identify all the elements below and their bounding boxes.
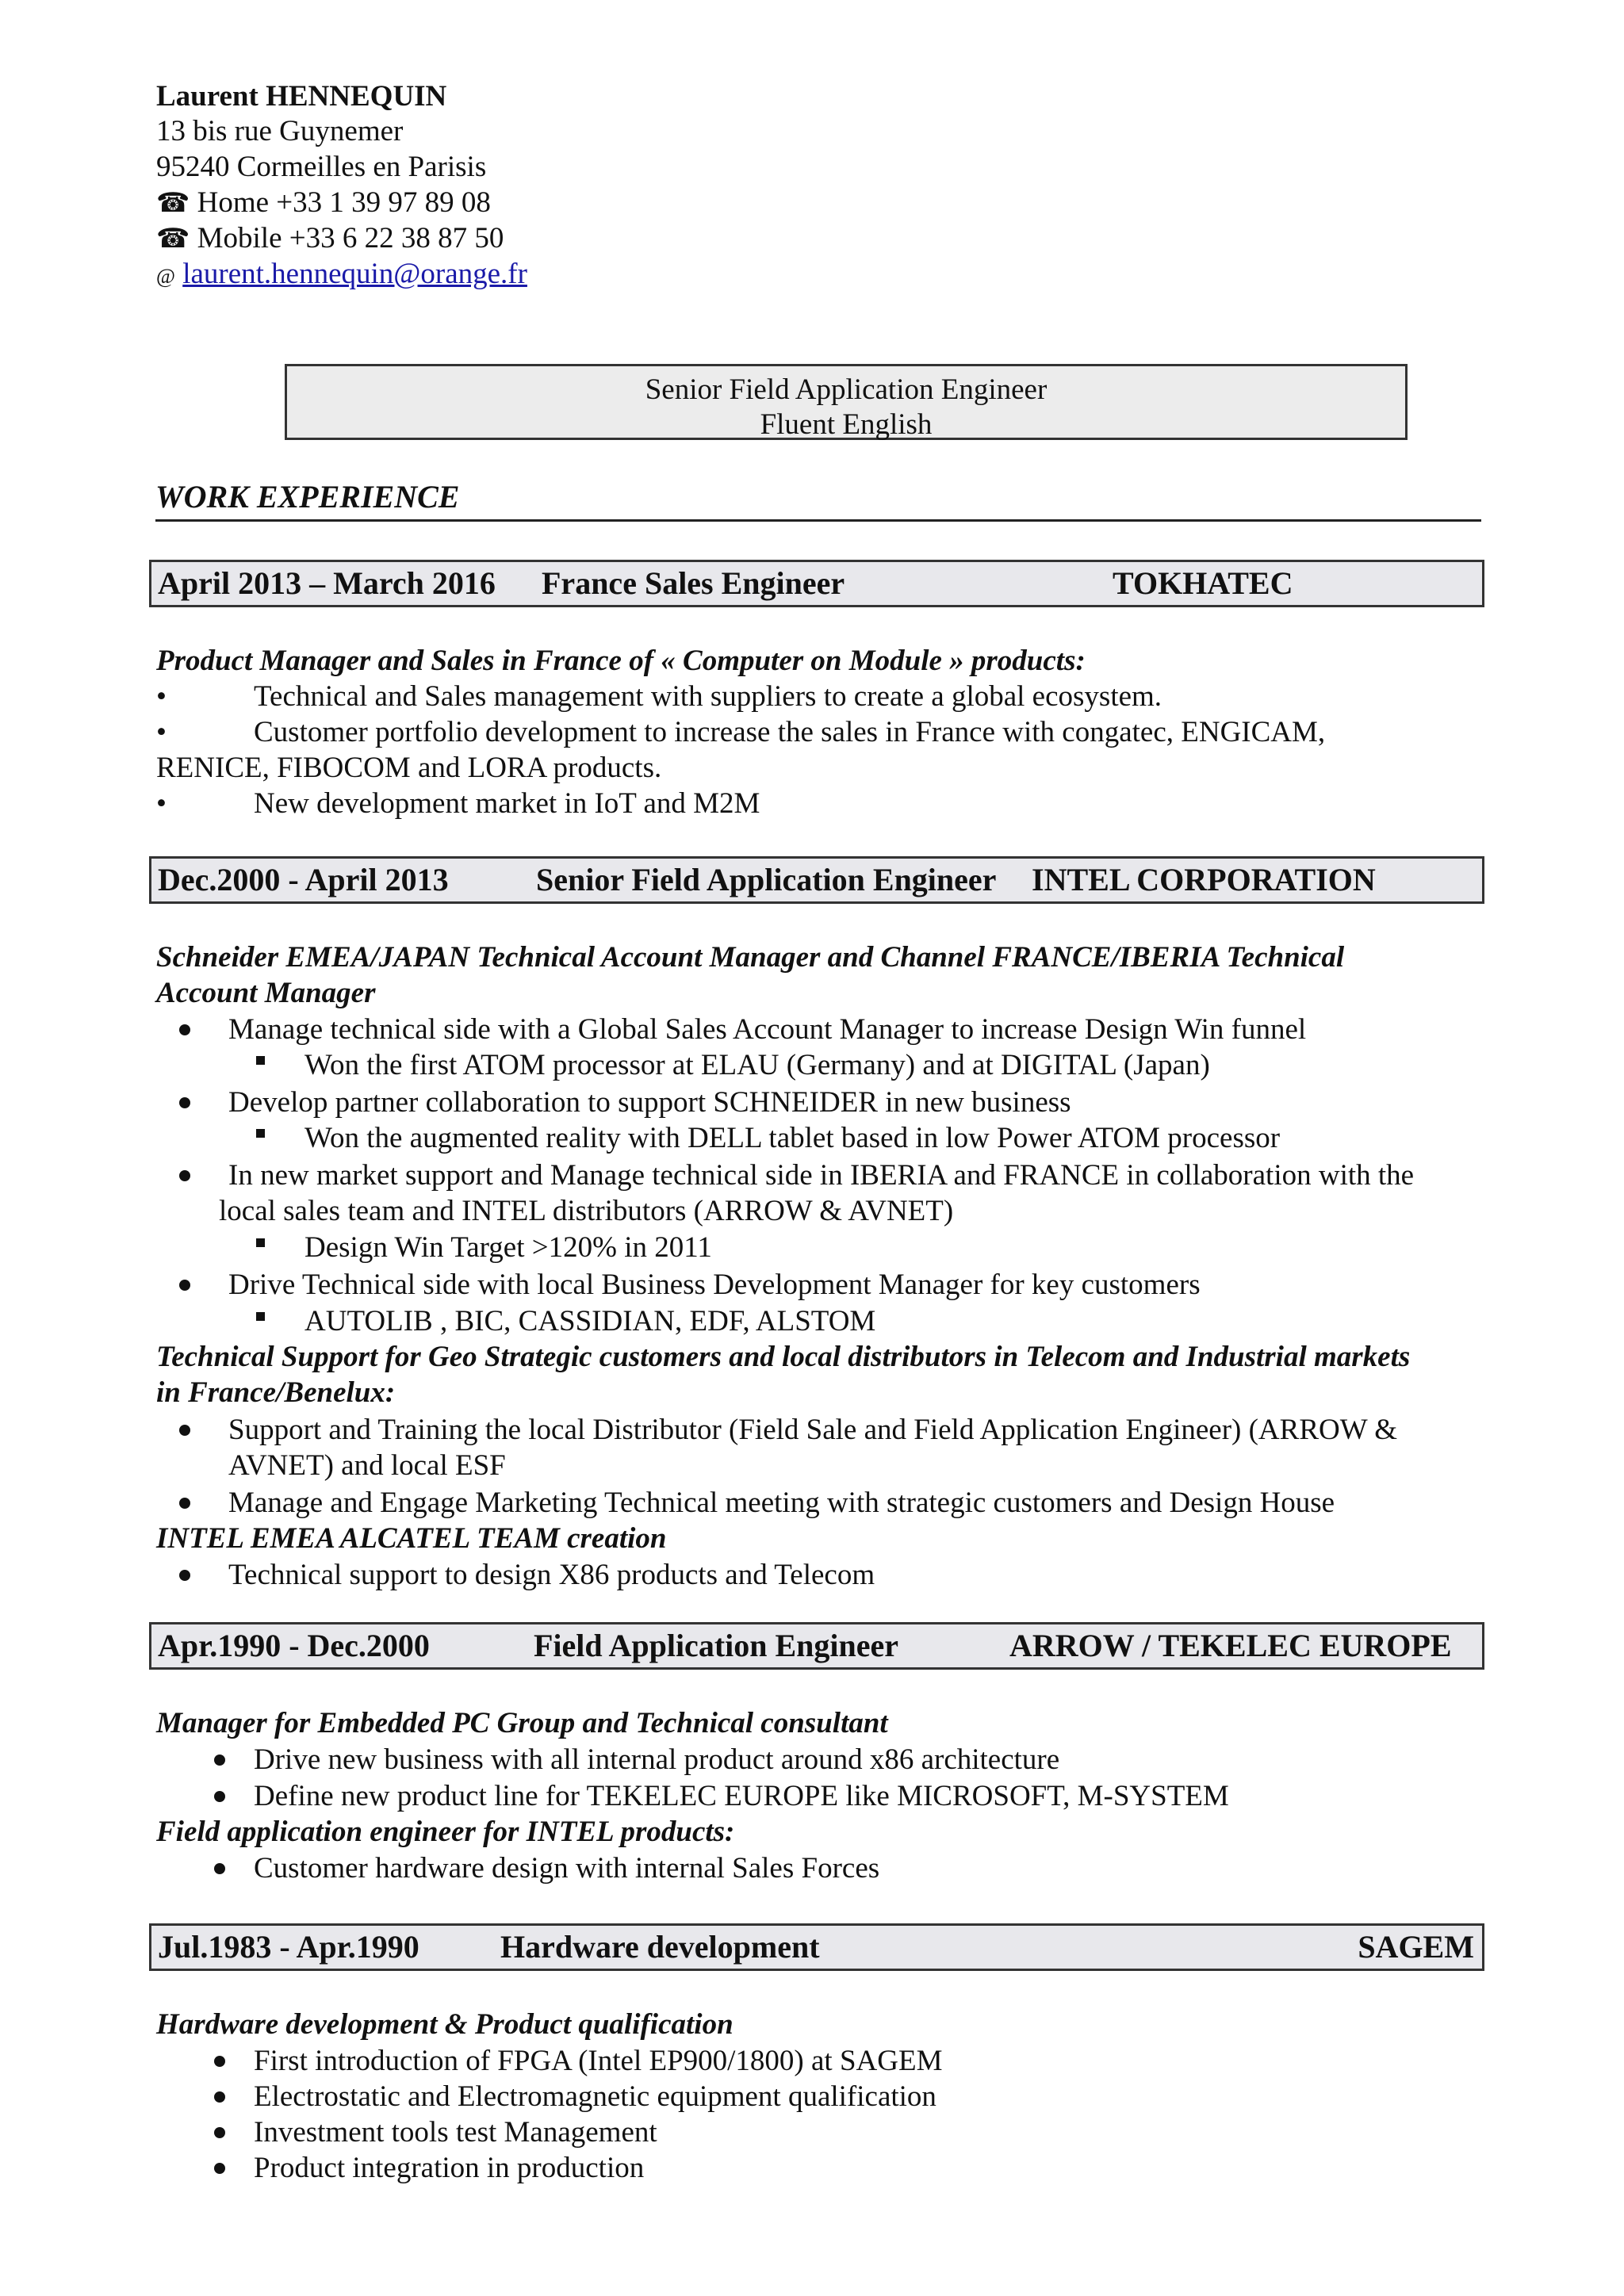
bullet-dot [214, 2056, 225, 2067]
job-dates: Apr.1990 - Dec.2000 [158, 1628, 430, 1663]
list-item: Technical support to design X86 products and Telecom [228, 1559, 875, 1591]
list-item: Product integration in production [254, 2152, 645, 2184]
candidate-name: Laurent HENNEQUIN [156, 80, 447, 113]
job-header-arrow-tekelec [149, 1622, 1484, 1670]
list-item-continuation: RENICE, FIBOCOM and LORA products. [156, 752, 662, 784]
bullet-dot [179, 1498, 190, 1509]
home-phone-text: Home +33 1 39 97 89 08 [197, 186, 491, 219]
mobile-phone [156, 221, 504, 257]
bullet-dot [179, 1170, 190, 1181]
bullet-square [256, 1238, 265, 1247]
job-dates: April 2013 – March 2016 [158, 565, 496, 601]
job-heading-continuation: in France/Benelux: [156, 1376, 396, 1409]
job-heading: Manager for Embedded PC Group and Technical consultant [156, 1707, 888, 1739]
sub-list-item: Won the augmented reality with DELL tablet based in low Power ATOM processor [304, 1122, 1281, 1154]
bullet-dot [214, 1863, 225, 1874]
bullet-dot [214, 2163, 225, 2174]
list-item: Drive new business with all internal product around x86 architecture [254, 1743, 1060, 1776]
job-role: Senior Field Application Engineer [536, 862, 997, 897]
summary-title: Senior Field Application Engineer [645, 373, 1048, 406]
bullet-dot [179, 1097, 190, 1108]
job-company: SAGEM [1358, 1929, 1474, 1965]
bullet-dot [214, 2091, 225, 2103]
job-role: Field Application Engineer [534, 1628, 899, 1663]
list-item: Manage and Engage Marketing Technical meeting with strategic customers and Design House [228, 1487, 1335, 1519]
sub-list-item: Design Win Target >120% in 2011 [304, 1231, 712, 1264]
bullet-square [256, 1056, 265, 1065]
bullet-mark: • [156, 716, 167, 748]
at-icon: @ [156, 265, 175, 288]
job-heading: INTEL EMEA ALCATEL TEAM creation [156, 1522, 667, 1555]
list-item: First introduction of FPGA (Intel EP900/1800) at SAGEM [254, 2045, 943, 2077]
list-item: Develop partner collaboration to support SCHNEIDER in new business [228, 1086, 1071, 1119]
section-title: WORK EXPERIENCE [155, 477, 1481, 522]
list-item: Manage technical side with a Global Sales Account Manager to increase Design Win funnel [228, 1013, 1307, 1046]
job-role: France Sales Engineer [542, 565, 845, 601]
list-item: New development market in IoT and M2M [254, 787, 760, 820]
list-item: Define new product line for TEKELEC EUROPE like MICROSOFT, M-SYSTEM [254, 1780, 1229, 1812]
email-link[interactable]: laurent.hennequin@orange.fr [182, 258, 527, 290]
email-row [156, 257, 527, 294]
bullet-dot [214, 1791, 225, 1802]
job-dates: Dec.2000 - April 2013 [158, 862, 449, 897]
job-heading: Field application engineer for INTEL products: [156, 1816, 735, 1848]
list-item: In new market support and Manage technical side in IBERIA and FRANCE in collaboration with the [228, 1159, 1415, 1192]
list-item: Customer portfolio development to increase the sales in France with congatec, ENGICAM, [254, 716, 1326, 748]
bullet-dot [179, 1425, 190, 1436]
bullet-square [256, 1312, 265, 1321]
address-line-2: 95240 Cormeilles en Parisis [156, 151, 487, 183]
list-item: Electrostatic and Electromagnetic equipment qualification [254, 2080, 936, 2113]
job-heading: Technical Support for Geo Strategic customers and local distributors in Telecom and Industrial markets [156, 1341, 1411, 1373]
bullet-dot [179, 1024, 190, 1035]
sub-list-item: Won the first ATOM processor at ELAU (Germany) and at DIGITAL (Japan) [304, 1049, 1210, 1081]
list-item: Technical and Sales management with suppliers to create a global ecosystem. [254, 680, 1162, 713]
job-header-sagem [149, 1923, 1484, 1971]
bullet-mark: • [156, 787, 167, 820]
job-company: TOKHATEC [1113, 565, 1293, 601]
job-company: ARROW / TEKELEC EUROPE [1009, 1628, 1452, 1663]
job-company: INTEL CORPORATION [1032, 862, 1376, 897]
job-role: Hardware development [500, 1929, 820, 1965]
job-heading: Schneider EMEA/JAPAN Technical Account Manager and Channel FRANCE/IBERIA Technical [156, 941, 1345, 974]
list-item: Investment tools test Management [254, 2116, 657, 2149]
mobile-phone-text: Mobile +33 6 22 38 87 50 [197, 222, 504, 254]
summary-language: Fluent English [760, 408, 933, 441]
phone-icon: ☎ [156, 189, 190, 218]
bullet-dot [214, 2127, 225, 2138]
home-phone [156, 186, 491, 221]
list-item-continuation: AVNET) and local ESF [228, 1449, 506, 1482]
job-heading: Product Manager and Sales in France of « Computer on Module » products: [156, 645, 1086, 677]
bullet-mark: • [156, 680, 167, 713]
list-item: Support and Training the local Distributor (Field Sale and Field Application Engineer) (ARROW & [228, 1414, 1398, 1446]
list-item: Drive Technical side with local Business Development Manager for key customers [228, 1269, 1201, 1301]
job-header-intel [149, 856, 1484, 904]
summary-box [285, 364, 1408, 440]
bullet-dot [179, 1280, 190, 1291]
list-item: Customer hardware design with internal Sales Forces [254, 1852, 880, 1885]
address-line-1: 13 bis rue Guynemer [156, 115, 404, 147]
job-dates: Jul.1983 - Apr.1990 [158, 1929, 419, 1965]
list-item-continuation: local sales team and INTEL distributors (ARROW & AVNET) [219, 1195, 954, 1227]
job-heading-continuation: Account Manager [156, 977, 376, 1009]
bullet-dot [214, 1755, 225, 1766]
phone-icon: ☎ [156, 224, 190, 254]
sub-list-item: AUTOLIB , BIC, CASSIDIAN, EDF, ALSTOM [304, 1305, 876, 1337]
job-heading: Hardware development & Product qualification [156, 2008, 733, 2041]
job-header-tokhatec [149, 560, 1484, 607]
bullet-dot [179, 1570, 190, 1581]
bullet-square [256, 1129, 265, 1138]
